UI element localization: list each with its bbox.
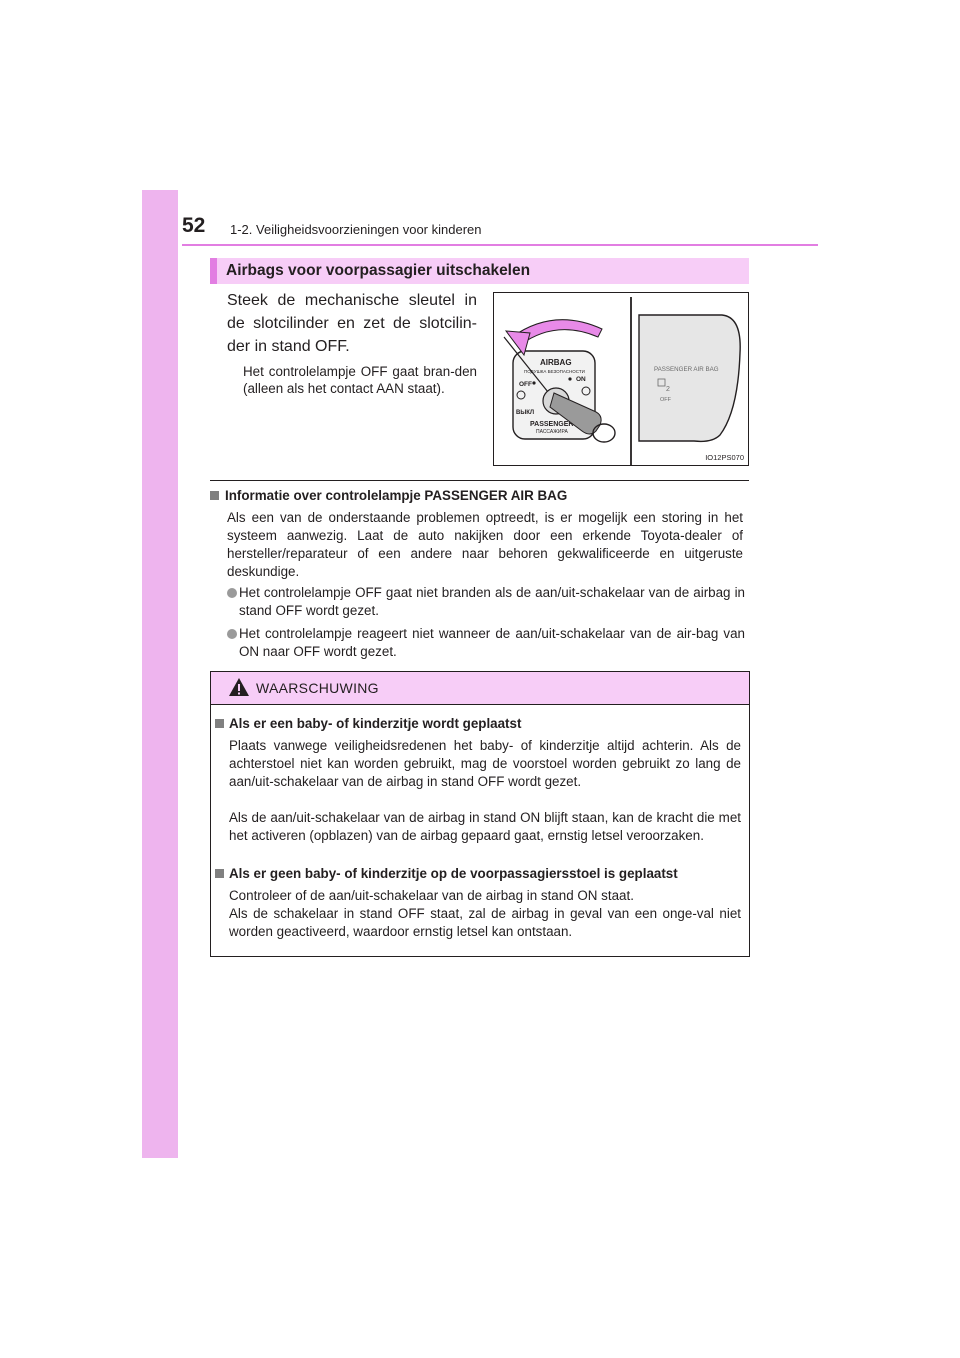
off-dot xyxy=(532,381,535,384)
list-item-text: Het controlelampje reageert niet wanneer de aan/uit-schakelaar van de air-bag van ON naar OFF wordt gezet. xyxy=(239,626,745,659)
bullet-dot-icon xyxy=(227,588,237,598)
square-bullet-icon xyxy=(215,719,224,728)
switch-on-label: ON xyxy=(576,376,586,383)
section-heading-title: Airbags voor voorpassagier uitschakelen xyxy=(226,262,531,279)
list-item xyxy=(227,584,745,620)
on-dot xyxy=(568,377,571,380)
warning-paragraph: Als de aan/uit-schakelaar van de airbag in stand ON blijft staan, kan de kracht die met het activeren (opblazen) van de airbag gepaard gaat, ernstig letsel veroorzaken. xyxy=(229,810,741,843)
info-paragraph: Als een van de onderstaande problemen optreedt, is er mogelijk een storing in het systeem aanwezig. Laat de auto nakijken door een erkende Toyota-dealer of hersteller/reparateur of een andere naar behoren gekwalificeerde en uitgeruste deskundige. xyxy=(227,510,743,579)
warning-paragraph: Plaats vanwege veiligheidsredenen het baby- of kinderzitje altijd achterin. Als de achterstoel niet kan worden gebruikt, mag de voorstoel worden gebruikt zo lang de aan/uit-schakelaar van de airbag in stand OFF wordt gezet. xyxy=(229,738,741,789)
switch-title: AIRBAG xyxy=(540,358,572,367)
chapter-title: 1-2. Veiligheidsvoorzieningen voor kinderen xyxy=(230,222,482,237)
chapter-sidebar-tab xyxy=(142,190,178,1158)
warning-subheading xyxy=(215,716,521,731)
warning-header xyxy=(211,672,749,705)
airbag-switch-drawing xyxy=(494,293,748,465)
warning-subheading xyxy=(215,866,678,881)
indicator-label: PASSENGER AIR BAG xyxy=(654,366,719,373)
list-item xyxy=(227,625,745,661)
warning-subheading-text: Als er geen baby- of kinderzitje op de voorpassagiersstoel is geplaatst xyxy=(229,866,678,881)
switch-subtitle: ПОДУШКА БЕЗОПАСНОСТИ xyxy=(524,369,585,374)
warning-paragraph: Als de schakelaar in stand OFF staat, zal de airbag in geval van een onge-val niet worden geactiveerd, waardoor ernstig letsel kan ontstaan. xyxy=(229,906,741,939)
switch-off-label: OFF xyxy=(519,381,532,388)
header-rule xyxy=(182,244,818,246)
svg-text:2: 2 xyxy=(666,386,670,393)
figure-code: IO12PS070 xyxy=(705,453,744,462)
key-ring-icon xyxy=(593,424,615,442)
bullet-dot-icon xyxy=(227,629,237,639)
step-note: Het controlelampje OFF gaat bran-den (alleen als het contact AAN staat). xyxy=(243,364,477,396)
indicator-panel xyxy=(639,315,740,441)
info-heading xyxy=(210,488,567,503)
square-bullet-icon xyxy=(210,491,219,500)
indicator-off-label: OFF xyxy=(660,397,671,403)
airbag-switch-illustration xyxy=(493,292,749,466)
warning-label: WAARSCHUWING xyxy=(256,680,379,696)
section-heading-bar xyxy=(210,258,217,284)
info-heading-text: Informatie over controlelampje PASSENGER AIR BAG xyxy=(225,488,568,503)
switch-vykl-label: ВЫКЛ xyxy=(516,410,535,416)
list-item-text: Het controlelampje OFF gaat niet branden als de aan/uit-schakelaar van de airbag in stand OFF wordt gezet. xyxy=(239,585,745,618)
warning-box xyxy=(210,671,750,957)
warning-triangle-icon xyxy=(228,677,250,697)
warning-paragraph: Controleer of de aan/uit-schakelaar van de airbag in stand ON staat. xyxy=(229,888,634,903)
switch-passenger-ru-label: ПАССАЖИРА xyxy=(536,429,568,435)
page-number: 52 xyxy=(182,214,206,237)
section-divider xyxy=(210,480,749,481)
step-instruction: Steek de mechanische sleutel in de slotcilinder en zet de slotcilin-der in stand OFF. xyxy=(227,292,477,355)
switch-passenger-label: PASSENGER xyxy=(530,421,574,428)
square-bullet-icon xyxy=(215,869,224,878)
section-heading xyxy=(210,258,749,284)
warning-subheading-text: Als er een baby- of kinderzitje wordt geplaatst xyxy=(229,716,522,731)
